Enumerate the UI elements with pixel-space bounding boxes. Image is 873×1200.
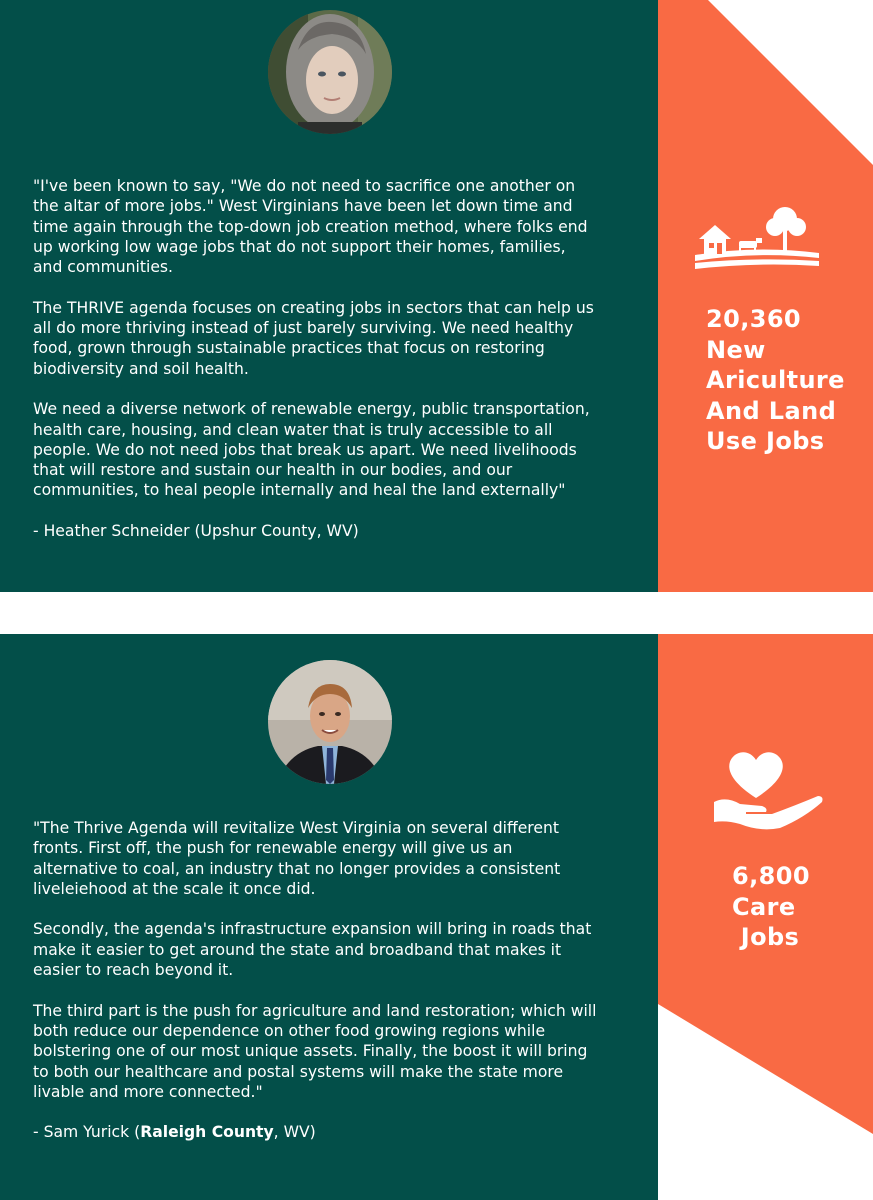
testimonial-panel-2 [0,634,658,1200]
testimonial-panel-1 [0,0,658,592]
testimonial-quote-2 [33,818,633,1163]
quote-paragraph: "I've been known to say, "We do not need to sacrifice one another on the altar of more jobs." West Virginians have been let down time and time again through the top-down job creation method, where folks end up working low wage jobs that do not support their homes, families, and communities. [33,177,588,277]
stat-label-line: And Land [706,396,837,425]
quote-paragraph: The third part is the push for agriculture and land restoration; which will both reduce our dependence on other food growing regions while bolstering one of our most unique assets. Finally, the boost it will bring to both our healthcare and postal systems will make the state more livable and more connected." [33,1001,597,1101]
heart-in-hand-icon [710,746,828,840]
testimonial-quote-1 [33,176,633,562]
stat-sidebar-1 [658,0,873,592]
stat-label-line: New [706,335,766,364]
stat-agriculture-jobs [706,304,845,457]
avatar-sam-yurick [268,660,392,784]
stat-care-jobs [732,861,810,953]
stat-label-line: Use Jobs [706,427,825,455]
quote-paragraph: "The Thrive Agenda will revitalize West Virginia on several different fronts. First off, the push for renewable energy will give us an alternative to coal, an industry that no longer provides a consistent liveleiehood at the scale it once did. [33,819,561,898]
stat-label-line: Care [732,892,796,921]
stat-sidebar-2 [658,634,873,1200]
quote-attribution: - Sam Yurick (Raleigh County, WV) [33,1123,316,1142]
stat-value: 6,800 [732,862,810,890]
stat-label-line: Jobs [732,923,800,951]
attribution-county: Raleigh County [140,1123,274,1142]
quote-paragraph: Secondly, the agenda's infrastructure expansion will bring in roads that make it easier to get around the state and broadband that makes it easier to reach beyond it. [33,920,592,980]
quote-attribution: - Heather Schneider (Upshur County, WV) [33,522,359,541]
stat-value: 20,360 [706,305,802,333]
stat-label-line: Ariculture [706,366,845,394]
quote-paragraph: We need a diverse network of renewable energy, public transportation, health care, housing, and clean water that is truly accessible to all people. We do not need jobs that break us apart. We need livelihoods that will restore and sustain our health in our bodies, and our communities, to heal people internally and heal the land externally" [33,400,590,500]
quote-paragraph: The THRIVE agenda focuses on creating jobs in sectors that can help us all do more thriving instead of just barely surviving. We need healthy food, grown through sustainable practices that focus on restoring biodiversity and soil health. [33,298,594,378]
farm-landscape-icon [695,205,819,277]
avatar-heather-schneider [268,10,392,134]
